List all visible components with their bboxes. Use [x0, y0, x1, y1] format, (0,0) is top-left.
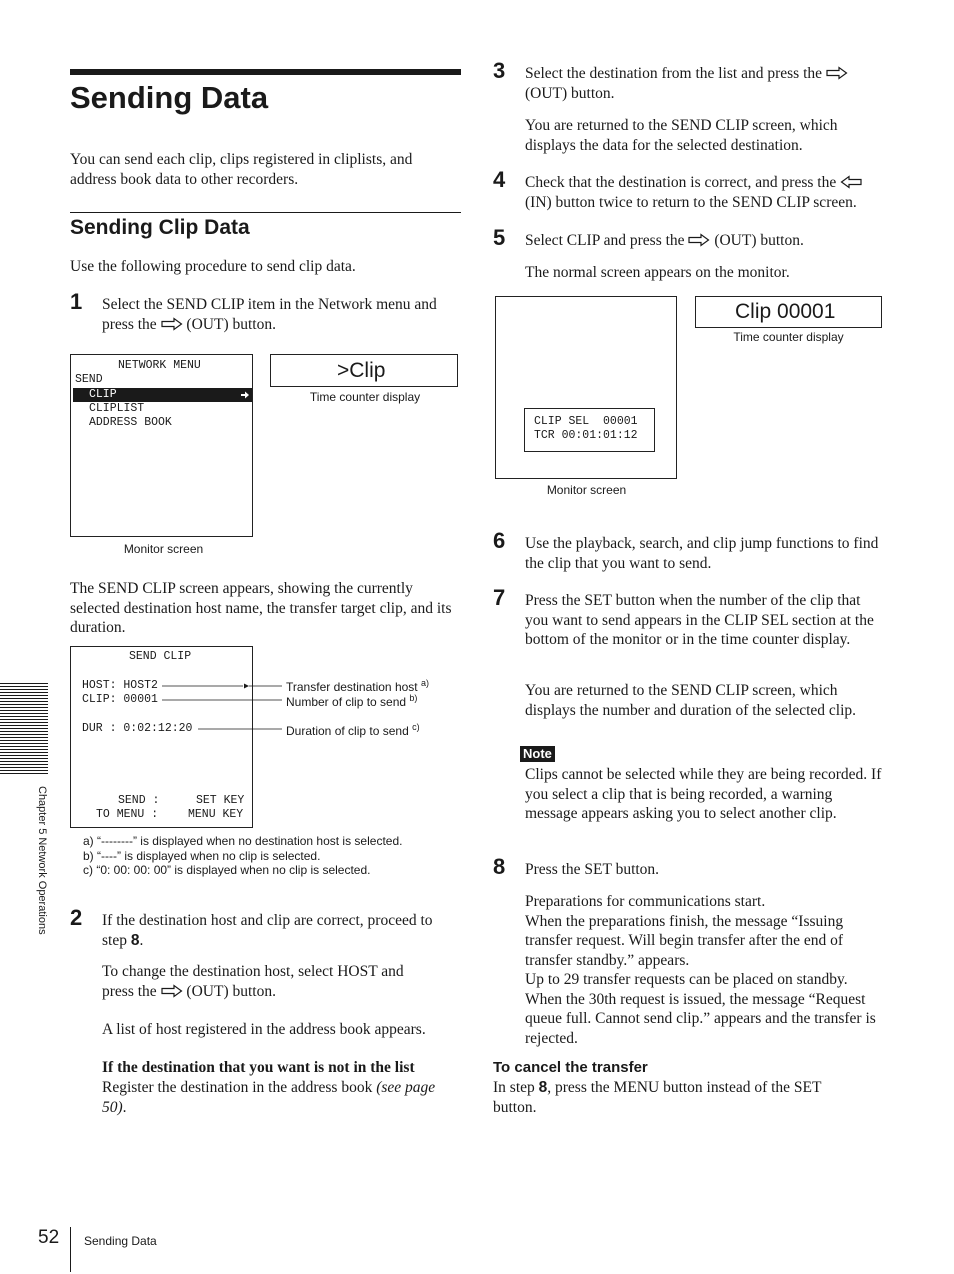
step-8-para2: [525, 892, 885, 1048]
step-7-para2: You are returned to the SEND CLIP screen, which displays the number and duration of the selected clip.: [525, 682, 857, 719]
label-transfer-host: Transfer destination host $^{a)}$: [286, 678, 429, 694]
note-badge: Note: [520, 746, 555, 762]
page-ref[interactable]: (see page: [376, 1079, 436, 1096]
step-2-subtext-line2: 50).: [102, 1098, 127, 1116]
step-8-number: 8: [493, 854, 506, 879]
step-8-para2-line3: Up to 29 transfer requests can be placed on standby. When the 30th request is issued, the message “Request queue full. Cannot send clip.” appears and the transfer is rejected.: [525, 971, 876, 1047]
section-intro: Use the following procedure to send clip data.: [70, 258, 356, 275]
step-2-subtext: [102, 1078, 464, 1117]
clip-sel-text: CLIP SEL 00001: [534, 415, 638, 428]
page-number: 52: [38, 1227, 60, 1248]
step-2-para2-line1: To change the destination host, select HOST and: [102, 963, 404, 980]
send-clip-menu-label: TO MENU :: [96, 808, 159, 821]
step-2-text: [102, 911, 464, 950]
menu-arrow-icon: [240, 390, 250, 400]
out-arrow-icon: [826, 66, 848, 80]
step-3-text: [525, 64, 905, 103]
send-clip-dur: DUR : 0:02:12:20: [82, 722, 193, 735]
footer-title: Sending Data: [84, 1234, 157, 1248]
cancel-heading: To cancel the transfer: [493, 1059, 648, 1076]
step-1-line1: Select the SEND CLIP item in the Network menu and: [102, 296, 437, 313]
step-5-para2: The normal screen appears on the monitor.: [525, 264, 790, 281]
step-1-line2: press the (OUT) button.: [102, 315, 276, 333]
time-counter-display-2: [695, 296, 882, 328]
step-2-para2-line2: press the (OUT) button.: [102, 982, 276, 1000]
step-6-number: 6: [493, 528, 506, 553]
out-arrow-icon: [688, 233, 710, 247]
step-3-number: 3: [493, 58, 506, 83]
step-4-line2: (IN) button twice to return to the SEND CLIP screen.: [525, 193, 857, 211]
send-clip-menu-key: MENU KEY: [188, 808, 244, 821]
step-3-para2: You are returned to the SEND CLIP screen, which displays the data for the selected destination.: [525, 117, 838, 154]
clip-sel-overlay: [524, 408, 655, 452]
step-2-subtext-line1: Register the destination in the address book (see page: [102, 1079, 436, 1096]
monitor-caption-2: Monitor screen: [546, 483, 627, 497]
network-menu-monitor: [70, 354, 253, 537]
send-clip-monitor: [70, 646, 253, 828]
page-title: Sending Data: [70, 80, 269, 115]
counter-text-1: >Clip: [337, 359, 386, 382]
out-arrow-icon: [161, 317, 183, 331]
network-menu-title: NETWORK MENU: [118, 359, 201, 372]
step-3-line2: (OUT) button.: [525, 84, 615, 102]
step-4-number: 4: [493, 167, 506, 192]
network-menu-item-cliplist: CLIPLIST: [89, 402, 145, 415]
title-rule: [70, 69, 461, 75]
step-8-para2-line2: When the preparations finish, the message “Issuing transfer request. Will begin transfer after the end of transfer standby.” appears.: [525, 912, 844, 969]
out-arrow-icon: [161, 984, 183, 998]
network-menu-item-clip: CLIP: [89, 388, 117, 401]
step-ref[interactable]: 8: [538, 1079, 548, 1096]
section-rule: [70, 212, 461, 213]
callout-lines: [160, 680, 285, 735]
time-counter-display-1: [270, 354, 458, 387]
step-5-text: Select CLIP and press the (OUT) button.: [525, 232, 804, 249]
footnote-b: b) “----” is displayed when no clip is selected.: [83, 849, 321, 863]
cancel-text: In step 8, press the MENU button instead of the SET button.: [493, 1079, 822, 1116]
step-1-number: 1: [70, 289, 83, 314]
step-2-line2: step 8.: [102, 931, 144, 949]
send-clip-title: SEND CLIP: [129, 650, 192, 663]
send-clip-clip: CLIP: 00001: [82, 693, 158, 706]
footnote-c: c) “0: 00: 00: 00” is displayed when no clip is selected.: [83, 863, 371, 877]
label-duration: Duration of clip to send $^{c)}$: [286, 722, 420, 738]
intro-text: You can send each clip, clips registered in cliplists, and address book data to other recorders.: [70, 151, 413, 188]
network-menu-item-address-book: ADDRESS BOOK: [89, 416, 172, 429]
send-clip-send-label: SEND :: [118, 794, 160, 807]
step-7-number: 7: [493, 585, 506, 610]
step-2-number: 2: [70, 905, 83, 930]
in-arrow-icon: [840, 175, 862, 189]
counter-caption-2: Time counter display: [733, 330, 844, 344]
footnote-a: a) “--------” is displayed when no destination host is selected.: [83, 834, 403, 848]
step-8-text: Press the SET button.: [525, 861, 660, 878]
step-8-para2-line1: Preparations for communications start.: [525, 893, 766, 910]
monitor-caption-1: Monitor screen: [123, 542, 204, 556]
send-clip-intro: The SEND CLIP screen appears, showing the currently selected destination host name, the transfer target clip, and its duration.: [70, 580, 452, 636]
section-heading: Sending Clip Data: [70, 216, 250, 239]
step-5-number: 5: [493, 225, 506, 250]
step-4-line1: Check that the destination is correct, and press the: [525, 173, 905, 193]
step-2-para2: [102, 962, 464, 1001]
note-text: Clips cannot be selected while they are being recorded. If you select a clip that is being recorded, a warning message appears asking you to select another clip.: [525, 766, 882, 822]
network-menu-parent: SEND: [75, 373, 103, 386]
step-2-para3: A list of host registered in the address book appears.: [102, 1021, 426, 1038]
step-6-text: Use the playback, search, and clip jump functions to find the clip that you want to send.: [525, 535, 879, 572]
counter-text-2: Clip 00001: [735, 300, 836, 323]
step-3-line1: Select the destination from the list and press the: [525, 64, 905, 84]
send-clip-host: HOST: HOST2: [82, 679, 158, 692]
step-2-line1: If the destination host and clip are correct, proceed to: [102, 912, 433, 929]
step-2-subheading: If the destination that you want is not in the list: [102, 1059, 415, 1076]
step-4-text: [525, 173, 905, 212]
step-1-text: [102, 295, 464, 334]
footer-divider: [70, 1227, 71, 1272]
chapter-sidebar: Chapter 5 Network Operations: [36, 786, 48, 935]
label-clip-number: Number of clip to send $^{b)}$: [286, 693, 418, 709]
tcr-text: TCR 00:01:01:12: [534, 429, 638, 442]
counter-caption-1: Time counter display: [309, 390, 421, 404]
step-7-text: Press the SET button when the number of the clip that you want to send appears in the CLIP SEL section at the bottom of the monitor or in the time counter display.: [525, 592, 874, 648]
chapter-tab: [0, 683, 48, 775]
send-clip-send-key: SET KEY: [196, 794, 245, 807]
normal-monitor: [495, 296, 677, 479]
step-ref[interactable]: 8: [130, 931, 140, 949]
